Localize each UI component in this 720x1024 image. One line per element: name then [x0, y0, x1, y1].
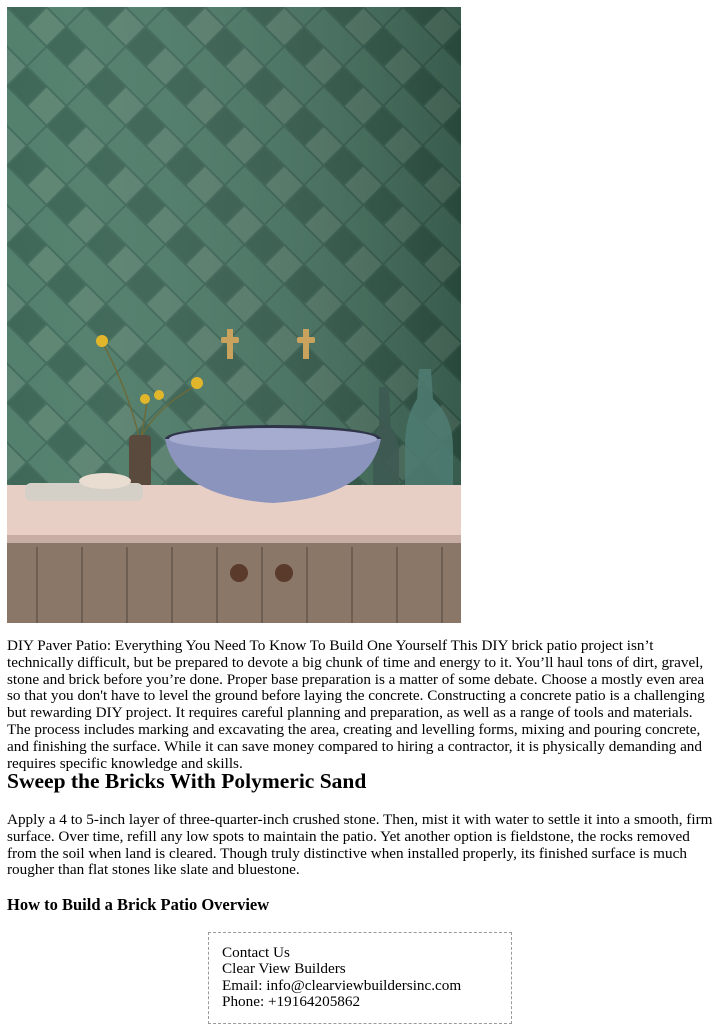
contact-phone[interactable]: Phone: +19164205862	[222, 992, 361, 1010]
contact-title: Contact Us	[222, 944, 290, 961]
section-heading-sweep: Sweep the Bricks With Polymeric Sand	[7, 769, 367, 793]
bathroom-tile-photo	[7, 7, 461, 623]
section-heading-overview: How to Build a Brick Patio Overview	[7, 895, 270, 914]
hero-image	[7, 7, 461, 623]
sweep-paragraph: Apply a 4 to 5-inch layer of three-quarter-inch crushed stone. Then, mist it with water to settle it into a smooth, firm surface. Over time, refill any low spots to maintain the patio. Yet another option is fieldstone, the rocks removed from the soil when land is cleared. Though truly distinctive when installed properly, its finished surface is much rougher than flat stones like slate and bluestone.	[7, 811, 713, 879]
intro-paragraph: DIY Paver Patio: Everything You Need To Know To Build One Yourself This DIY brick patio project isn’t technically difficult, but be prepared to devote a big chunk of time and energy to it. You’ll haul tons of dirt, gravel, stone and brick before you’re done. Proper base preparation is a matter of some debate. Choose a mostly even area so that you don't have to level the ground before laying the concrete. Constructing a concrete patio is a challenging but rewarding DIY project. It requires careful planning and preparation, as well as a range of tools and materials. The process includes marking and excavating the area, creating and levelling forms, mixing and pouring concrete, and finishing the surface. While it can save money compared to hiring a contractor, it is physically demanding and requires specific knowledge and skills.	[7, 637, 705, 772]
contact-email[interactable]: Email: info@clearviewbuildersinc.com	[222, 976, 462, 994]
contact-box	[208, 932, 512, 1024]
contact-company: Clear View Builders	[222, 960, 346, 978]
